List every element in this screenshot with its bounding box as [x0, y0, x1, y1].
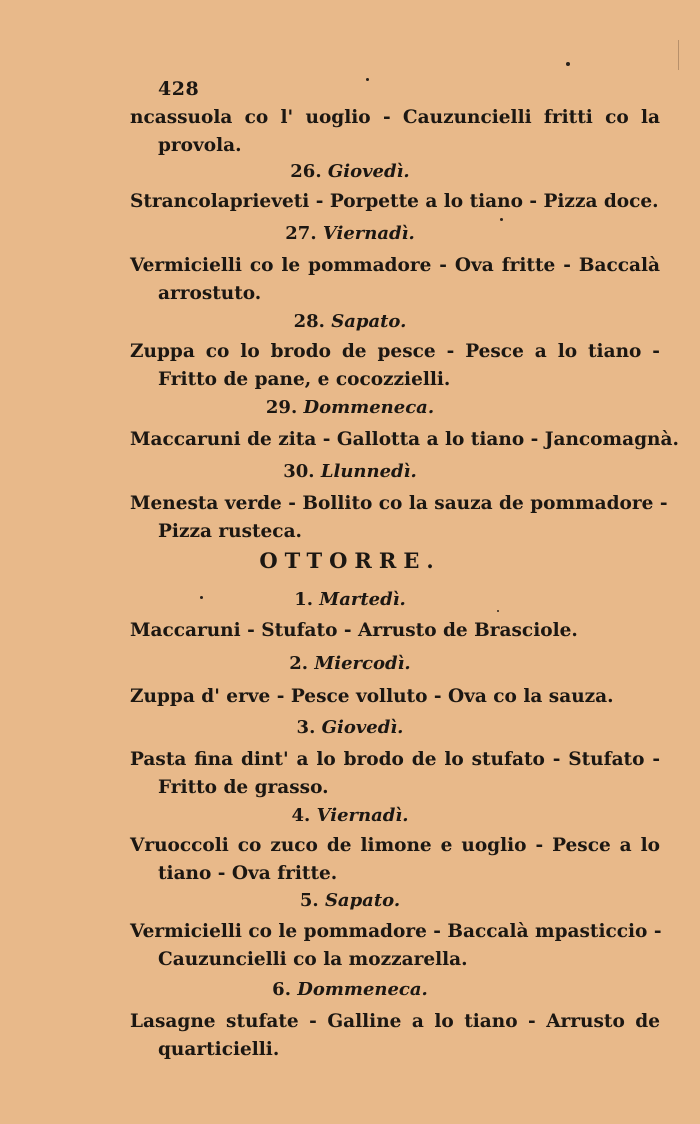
- menu-line: tiano - Ova fritte.: [158, 863, 338, 884]
- menu-line: Vermicielli co le pommadore - Baccalà mpasticcio -: [130, 921, 662, 942]
- day-heading: [0, 588, 700, 612]
- day-heading: [0, 804, 700, 828]
- day-number: 28.: [293, 311, 332, 332]
- menu-line: provola.: [158, 135, 242, 156]
- ink-speck: [200, 596, 203, 599]
- menu-line: Fritto de pane, e cocozzielli.: [158, 369, 451, 390]
- day-number: 26.: [290, 161, 328, 182]
- menu-line: Fritto de grasso.: [158, 777, 329, 798]
- day-number: 4.: [291, 805, 317, 826]
- day-name: Giovedì.: [321, 717, 404, 738]
- day-name: Giovedì.: [327, 161, 410, 182]
- menu-line: Maccaruni - Stufato - Arrusto de Brasciole.: [130, 620, 578, 641]
- day-number: 5.: [299, 890, 325, 911]
- day-heading: [0, 889, 700, 913]
- menu-line: Menesta verde - Bollito co la sauza de pommadore -: [130, 493, 668, 514]
- day-heading: [0, 978, 700, 1002]
- day-number: 30.: [283, 461, 321, 482]
- day-name: Sapato.: [324, 890, 401, 911]
- day-name: Viernadì.: [322, 223, 415, 244]
- menu-line: ncassuola co l' uoglio - Cauzuncielli fritti co la: [130, 107, 660, 128]
- menu-line: Vruoccoli co zuco de limone e uoglio - Pesce a lo: [130, 835, 660, 856]
- day-name: Dommeneca.: [297, 979, 428, 1000]
- menu-line: Strancolaprieveti - Porpette a lo tiano - Pizza doce.: [130, 191, 659, 212]
- menu-line: Lasagne stufate - Galline a lo tiano - Arrusto de: [130, 1011, 660, 1032]
- day-heading: [0, 396, 700, 420]
- menu-line: Cauzuncielli co la mozzarella.: [158, 949, 468, 970]
- day-number: 27.: [285, 223, 323, 244]
- month-heading: OTTORRE.: [259, 548, 441, 573]
- day-name: Miercodì.: [314, 653, 411, 674]
- day-heading: [0, 652, 700, 676]
- day-number: 29.: [265, 397, 304, 418]
- ink-speck: [566, 62, 570, 66]
- menu-line: Maccaruni de zita - Gallotta a lo tiano - Jancomagnà.: [130, 429, 679, 450]
- day-name: Martedì.: [319, 589, 406, 610]
- day-heading: [0, 310, 700, 334]
- page-edge-mark: [678, 40, 679, 70]
- ink-speck: [366, 78, 369, 81]
- menu-line: Zuppa co lo brodo de pesce - Pesce a lo tiano -: [130, 341, 660, 362]
- menu-line: Pizza rusteca.: [158, 521, 302, 542]
- ink-speck: [497, 610, 499, 612]
- day-name: Viernadì.: [316, 805, 409, 826]
- day-name: Llunnedì.: [320, 461, 417, 482]
- day-name: Dommeneca.: [303, 397, 435, 418]
- day-number: 2.: [289, 653, 315, 674]
- ink-speck: [500, 218, 503, 221]
- menu-line: Pasta fina dint' a lo brodo de lo stufato - Stufato -: [130, 749, 660, 770]
- day-heading: [0, 160, 700, 184]
- day-number: 1.: [294, 589, 320, 610]
- day-number: 6.: [272, 979, 298, 1000]
- page-number: 428: [158, 78, 200, 100]
- menu-line: Vermicielli co le pommadore - Ova fritte - Baccalà: [130, 255, 660, 276]
- day-name: Sapato.: [331, 311, 407, 332]
- menu-line: quarticielli.: [158, 1039, 280, 1060]
- menu-line: arrostuto.: [158, 283, 262, 304]
- day-heading: [0, 222, 700, 246]
- day-heading: [0, 716, 700, 740]
- day-heading: [0, 460, 700, 484]
- menu-line: Zuppa d' erve - Pesce volluto - Ova co la sauza.: [130, 686, 614, 707]
- day-number: 3.: [296, 717, 322, 738]
